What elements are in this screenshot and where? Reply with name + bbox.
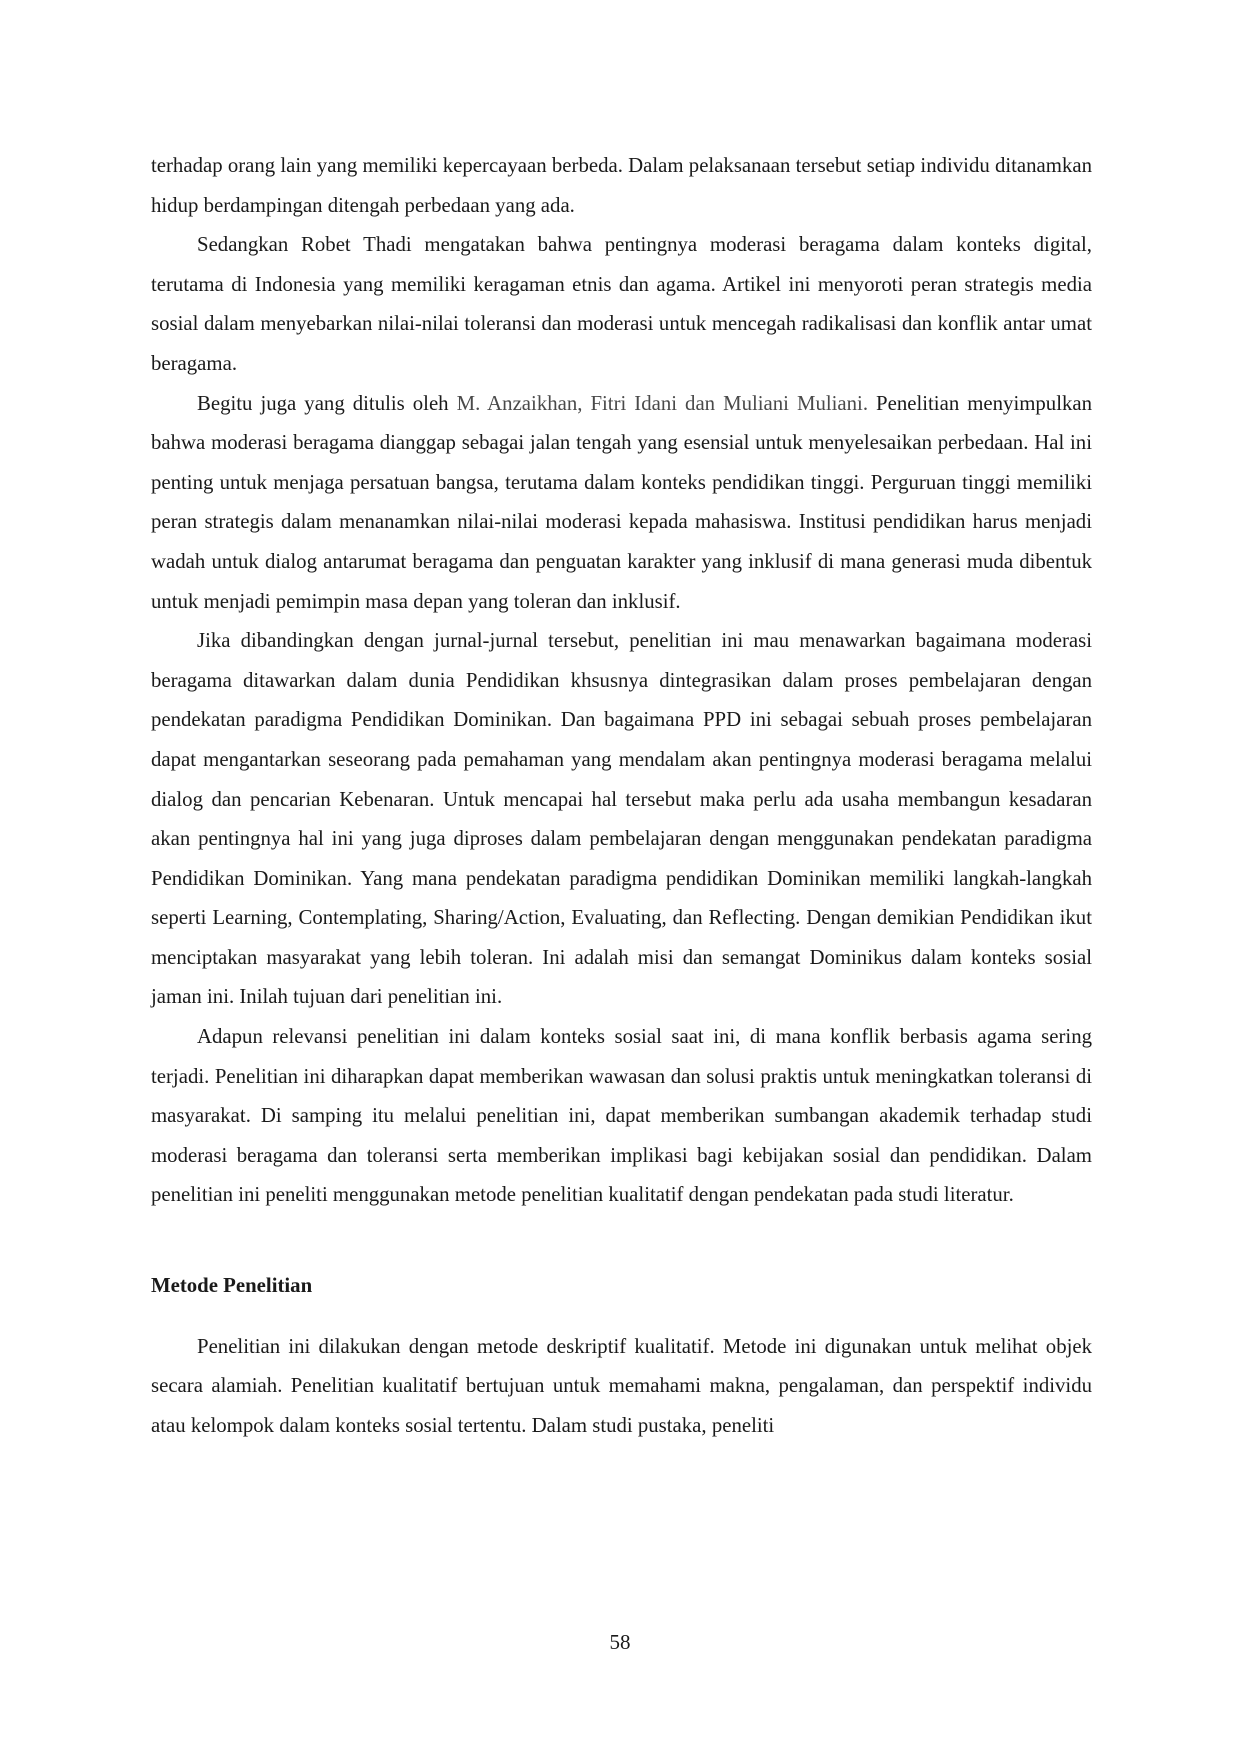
citation-authors: M. Anzaikhan, Fitri Idani dan Muliani Muliani. [456, 391, 869, 415]
paragraph-anzaikhan-lead: Begitu juga yang ditulis oleh [197, 391, 457, 415]
page-number: 58 [609, 1630, 631, 1654]
paragraph-anzaikhan [151, 384, 1092, 622]
paragraph-robet-thadi: Sedangkan Robet Thadi mengatakan bahwa pentingnya moderasi beragama dalam konteks digital, terutama di Indonesia yang memiliki keragaman etnis dan agama. Artikel ini menyoroti peran strategis media sosial dalam menyebarkan nilai-nilai toleransi dan moderasi untuk mencegah radikalisasi dan konflik antar umat beragama. [151, 233, 1092, 375]
paragraph-relevance: Adapun relevansi penelitian ini dalam konteks sosial saat ini, di mana konflik berbasis agama sering terjadi. Penelitian ini diharapkan dapat memberikan wawasan dan solusi praktis untuk meningkatkan toleransi di masyarakat. Di samping itu melalui penelitian ini, dapat memberikan sumbangan akademik terhadap studi moderasi beragama dan toleransi serta memberikan implikasi bagi kebijakan sosial dan pendidikan. Dalam penelitian ini peneliti menggunakan metode penelitian kualitatif dengan pendekatan pada studi literatur. [151, 1025, 1092, 1207]
paragraph-anzaikhan-rest: Penelitian menyimpulkan bahwa moderasi beragama dianggap sebagai jalan tengah yang esensial untuk menyelesaikan perbedaan. Hal ini penting untuk menjaga persatuan bangsa, terutama dalam konteks pendidikan tinggi. Perguruan tinggi memiliki peran strategis dalam menanamkan nilai-nilai moderasi kepada mahasiswa. Institusi pendidikan harus menjadi wadah untuk dialog antarumat beragama dan penguatan karakter yang inklusif di mana generasi muda dibentuk untuk menjadi pemimpin masa depan yang toleran dan inklusif. [151, 391, 1092, 613]
page-body [151, 146, 1092, 1445]
paragraph-continuation: terhadap orang lain yang memiliki kepercayaan berbeda. Dalam pelaksanaan tersebut setiap individu ditanamkan hidup berdampingan ditengah perbedaan yang ada. [151, 154, 1092, 217]
paragraph-method: Penelitian ini dilakukan dengan metode deskriptif kualitatif. Metode ini digunakan untuk melihat objek secara alamiah. Penelitian kualitatif bertujuan untuk memahami makna, pengalaman, dan perspektif individu atau kelompok dalam konteks sosial tertentu. Dalam studi pustaka, peneliti [151, 1334, 1092, 1437]
paragraph-comparison: Jika dibandingkan dengan jurnal-jurnal tersebut, penelitian ini mau menawarkan bagaimana moderasi beragama ditawarkan dalam dunia Pendidikan khsusnya dintegrasikan dalam proses pembelajaran dengan pendekatan paradigma Pendidikan Dominikan. Dan bagaimana PPD ini sebagai sebuah proses pembelajaran dapat mengantarkan seseorang pada pemahaman yang mendalam akan pentingnya moderasi beragama melalui dialog dan pencarian Kebenaran. Untuk mencapai hal tersebut maka perlu ada usaha membangun kesadaran akan pentingnya hal ini yang juga diproses dalam pembelajaran dengan menggunakan pendekatan paradigma Pendidikan Dominikan. Yang mana pendekatan paradigma pendidikan Dominikan memiliki langkah-langkah seperti Learning, Contemplating, Sharing/Action, Evaluating, dan Reflecting. Dengan demikian Pendidikan ikut menciptakan masyarakat yang lebih toleran. Ini adalah misi dan semangat Dominikus dalam konteks sosial jaman ini. Inilah tujuan dari penelitian ini. [151, 629, 1092, 1009]
section-heading-metode: Metode Penelitian [151, 1274, 313, 1298]
